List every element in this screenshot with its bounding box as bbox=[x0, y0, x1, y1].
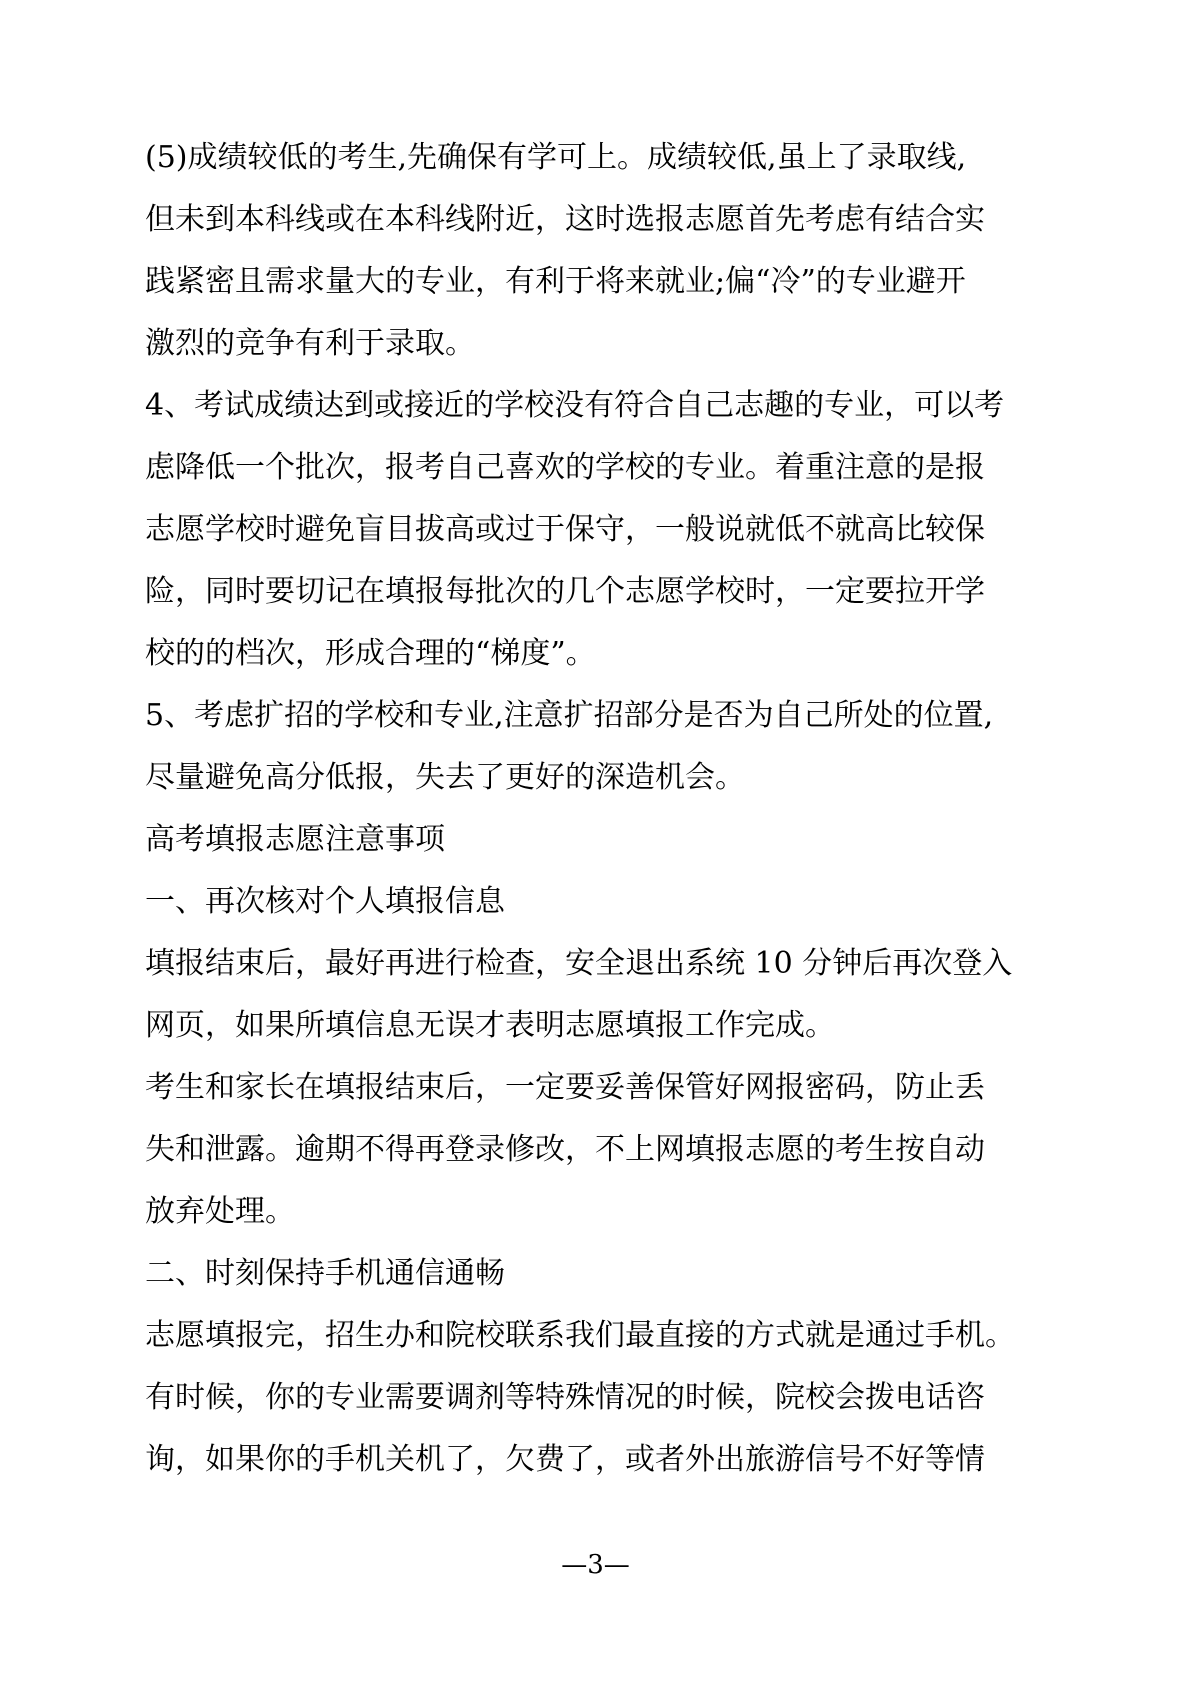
text-line: 险，同时要切记在填报每批次的几个志愿学校时，一定要拉开学 bbox=[145, 574, 985, 609]
text-line: 校的的档次，形成合理的“梯度”。 bbox=[145, 636, 596, 671]
text-line: 尽量避免高分低报，失去了更好的深造机会。 bbox=[145, 760, 745, 795]
text-line: 但未到本科线或在本科线附近，这时选报志愿首先考虑有结合实 bbox=[145, 202, 985, 237]
text-line: 放弃处理。 bbox=[145, 1194, 295, 1229]
text-line: (5)成绩较低的考生,先确保有学可上。成绩较低,虽上了录取线, bbox=[145, 140, 967, 175]
text-line: 志愿学校时避免盲目拔高或过于保守，一般说就低不就高比较保 bbox=[145, 512, 985, 547]
subsection-heading: 一、再次核对个人填报信息 bbox=[145, 884, 505, 919]
text-line: 填报结束后，最好再进行检查，安全退出系统 10 分钟后再次登入 bbox=[145, 946, 1013, 981]
text-line: 5、考虑扩招的学校和专业,注意扩招部分是否为自己所处的位置, bbox=[145, 698, 994, 733]
text-line: 网页，如果所填信息无误才表明志愿填报工作完成。 bbox=[145, 1008, 835, 1043]
text-line: 失和泄露。逾期不得再登录修改，不上网填报志愿的考生按自动 bbox=[145, 1132, 985, 1167]
text-line: 询，如果你的手机关机了，欠费了，或者外出旅游信号不好等情 bbox=[145, 1442, 985, 1477]
section-heading: 高考填报志愿注意事项 bbox=[145, 822, 445, 857]
text-line: 有时候，你的专业需要调剂等特殊情况的时候，院校会拨电话咨 bbox=[145, 1380, 985, 1415]
page-number: —3— bbox=[561, 1550, 630, 1580]
text-line: 志愿填报完，招生办和院校联系我们最直接的方式就是通过手机。 bbox=[145, 1318, 1015, 1353]
text-line: 践紧密且需求量大的专业，有利于将来就业;偏“冷”的专业避开 bbox=[145, 264, 966, 299]
subsection-heading: 二、时刻保持手机通信通畅 bbox=[145, 1256, 505, 1291]
text-line: 虑降低一个批次，报考自己喜欢的学校的专业。着重注意的是报 bbox=[145, 450, 985, 485]
text-line: 4、考试成绩达到或接近的学校没有符合自己志趣的专业，可以考 bbox=[145, 388, 1005, 423]
text-line: 激烈的竞争有利于录取。 bbox=[145, 326, 475, 361]
text-line: 考生和家长在填报结束后，一定要妥善保管好网报密码，防止丢 bbox=[145, 1070, 985, 1105]
